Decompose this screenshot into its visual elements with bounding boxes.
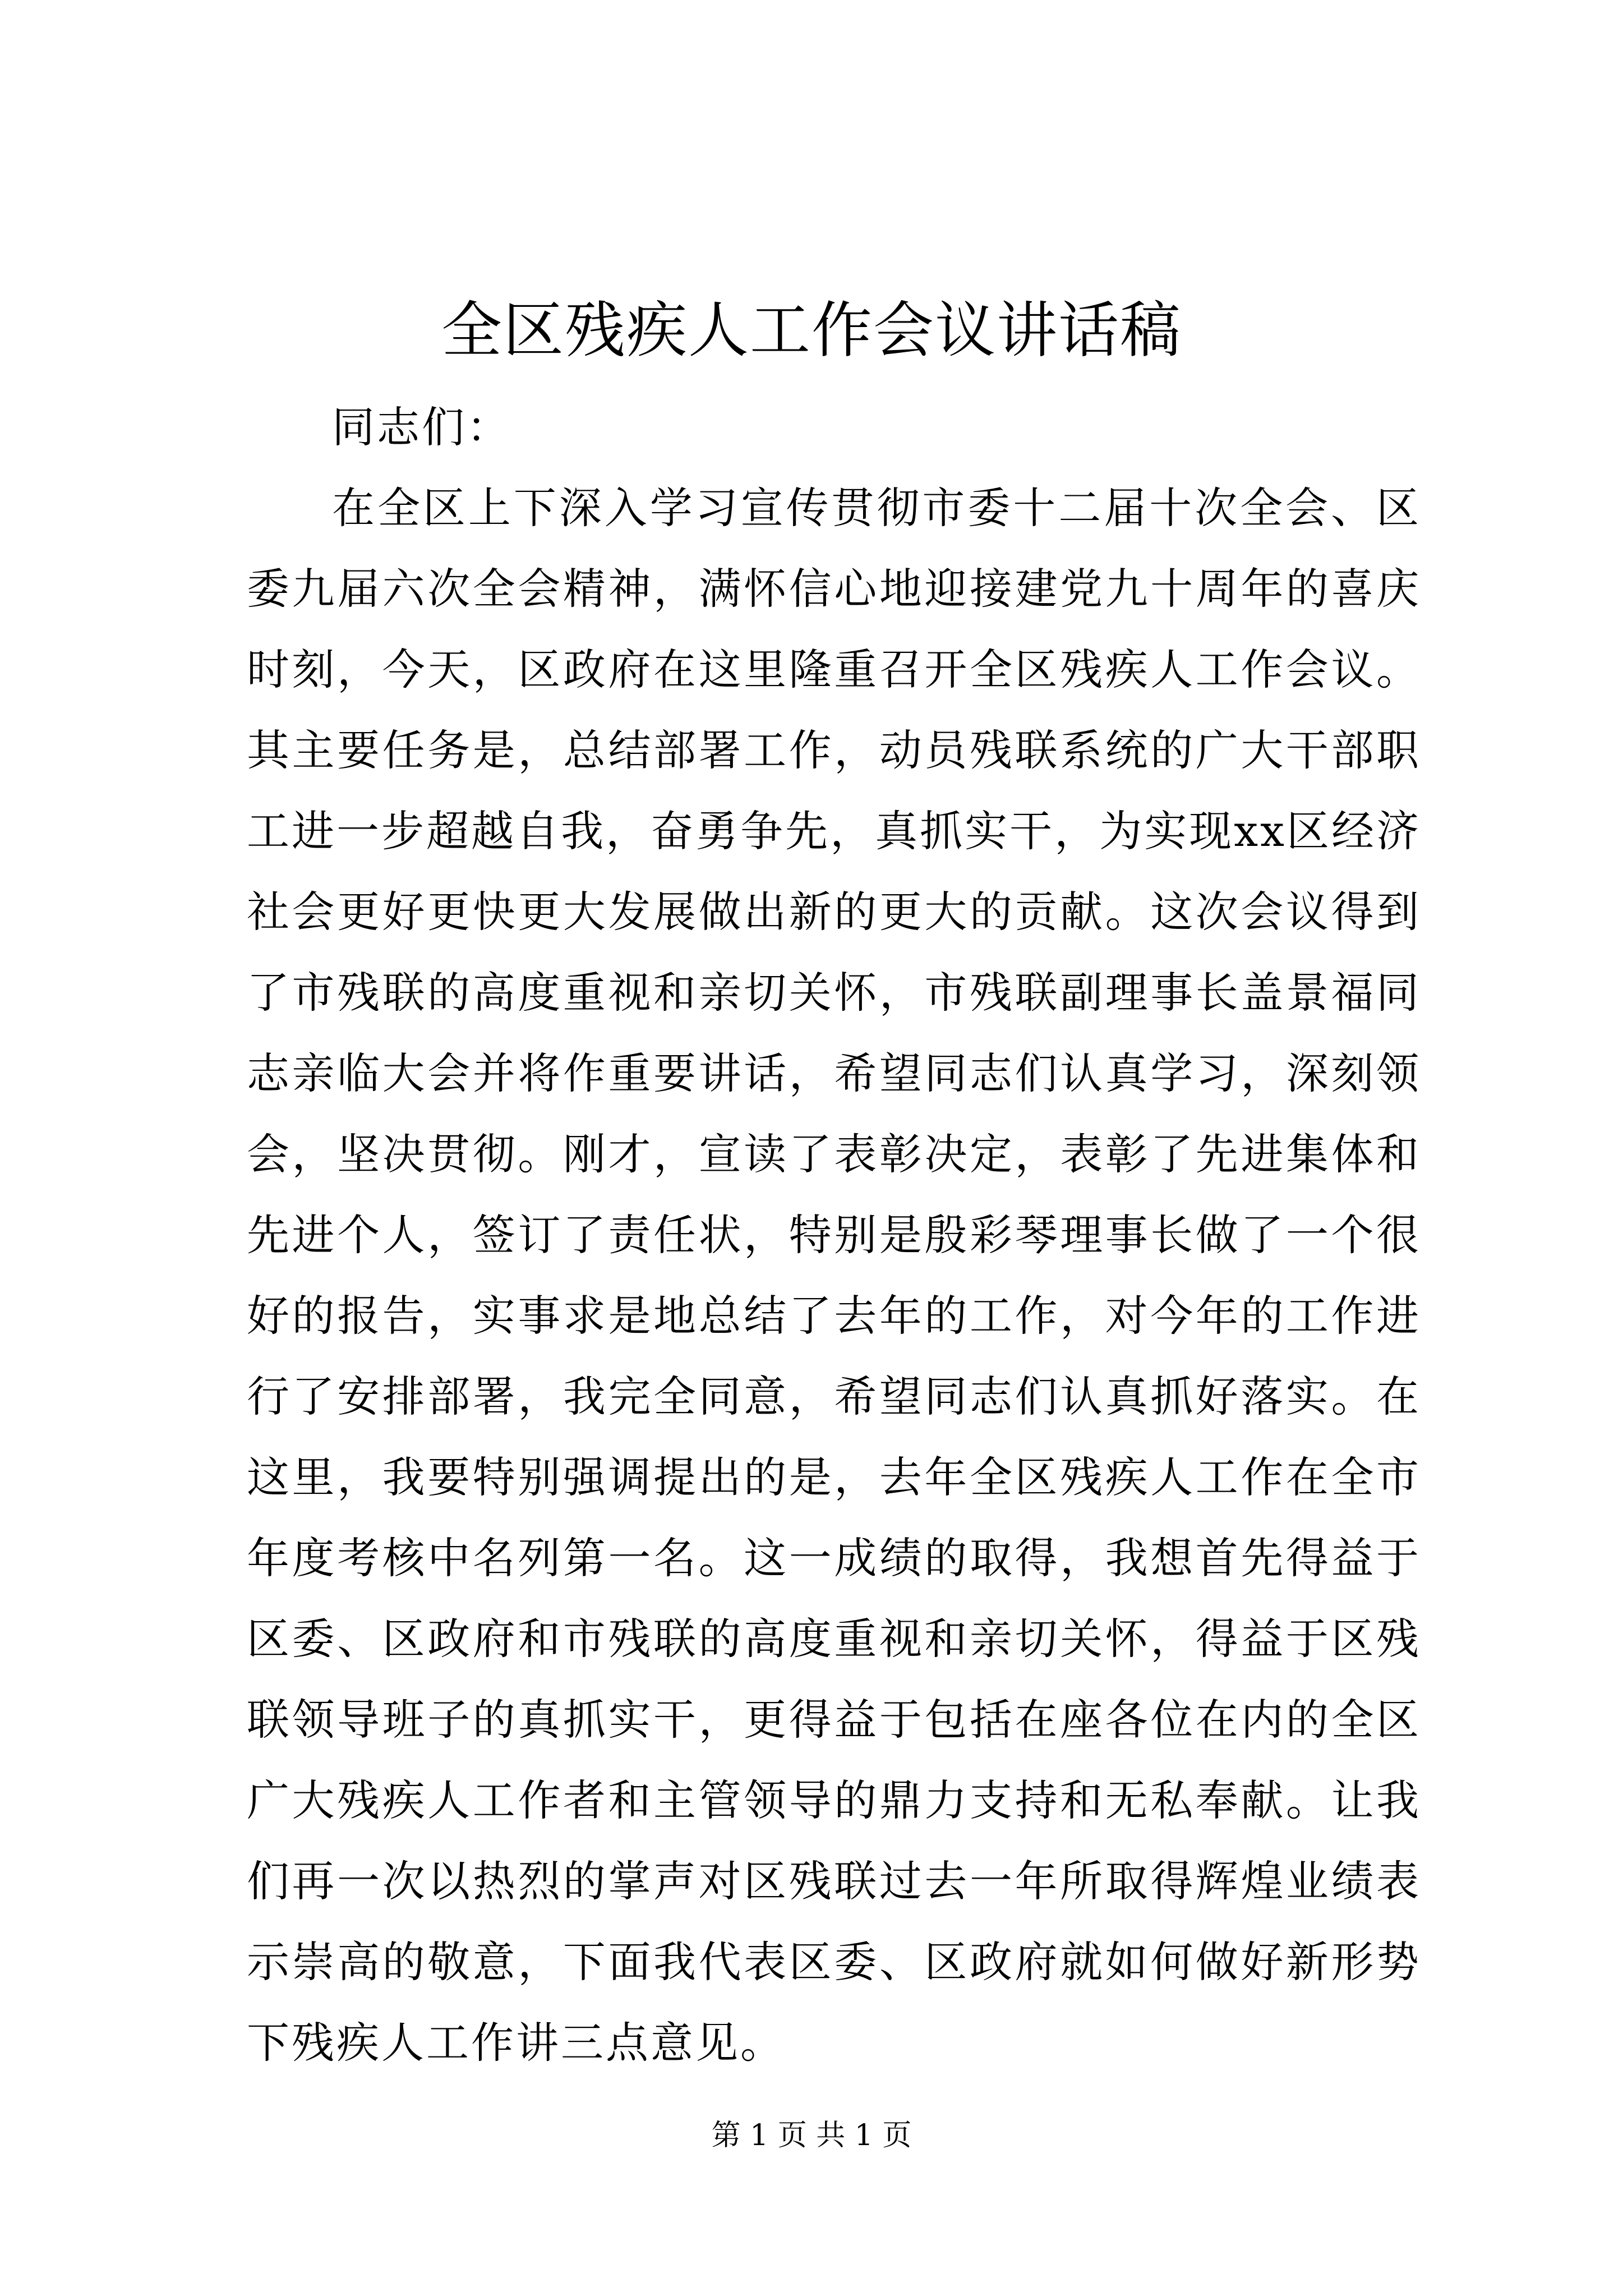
- page-number-label: 第 1 页 共 1 页: [711, 2119, 912, 2152]
- document-body: [247, 387, 1421, 2083]
- page-footer: [0, 2116, 1623, 2155]
- salutation: 同志们：: [332, 402, 511, 452]
- body-paragraph: 在全区上下深入学习宣传贯彻市委十二届十次全会、区委九届六次全会精神，满怀信心地迎接建党九十周年的喜庆时刻，今天，区政府在这里隆重召开全区残疾人工作会议。其主要任务是，总结部署工作，动员残联系统的广大干部职工进一步超越自我，奋勇争先，真抓实干，为实现xx区经济社会更好更快更大发展做出新的更大的贡献。这次会议得到了市残联的高度重视和亲切关怀，市残联副理事长盖景福同志亲临大会并将作重要讲话，希望同志们认真学习，深刻领会，坚决贯彻。刚才，宣读了表彰决定，表彰了先进集体和先进个人，签订了责任状，特别是殷彩琴理事长做了一个很好的报告，实事求是地总结了去年的工作，对今年的工作进行了安排部署，我完全同意，希望同志们认真抓好落实。在这里，我要特别强调提出的是，去年全区残疾人工作在全市年度考核中名列第一名。这一成绩的取得，我想首先得益于区委、区政府和市残联的高度重视和亲切关怀，得益于区残联领导班子的真抓实干，更得益于包括在座各位在内的全区广大残疾人工作者和主管领导的鼎力支持和无私奉献。让我们再一次以热烈的掌声对区残联过去一年所取得辉煌业绩表示崇高的敬意，下面我代表区委、区政府就如何做好新形势下残疾人工作讲三点意见。: [247, 483, 1421, 2068]
- document-title: 全区残疾人工作会议讲话稿: [441, 296, 1182, 366]
